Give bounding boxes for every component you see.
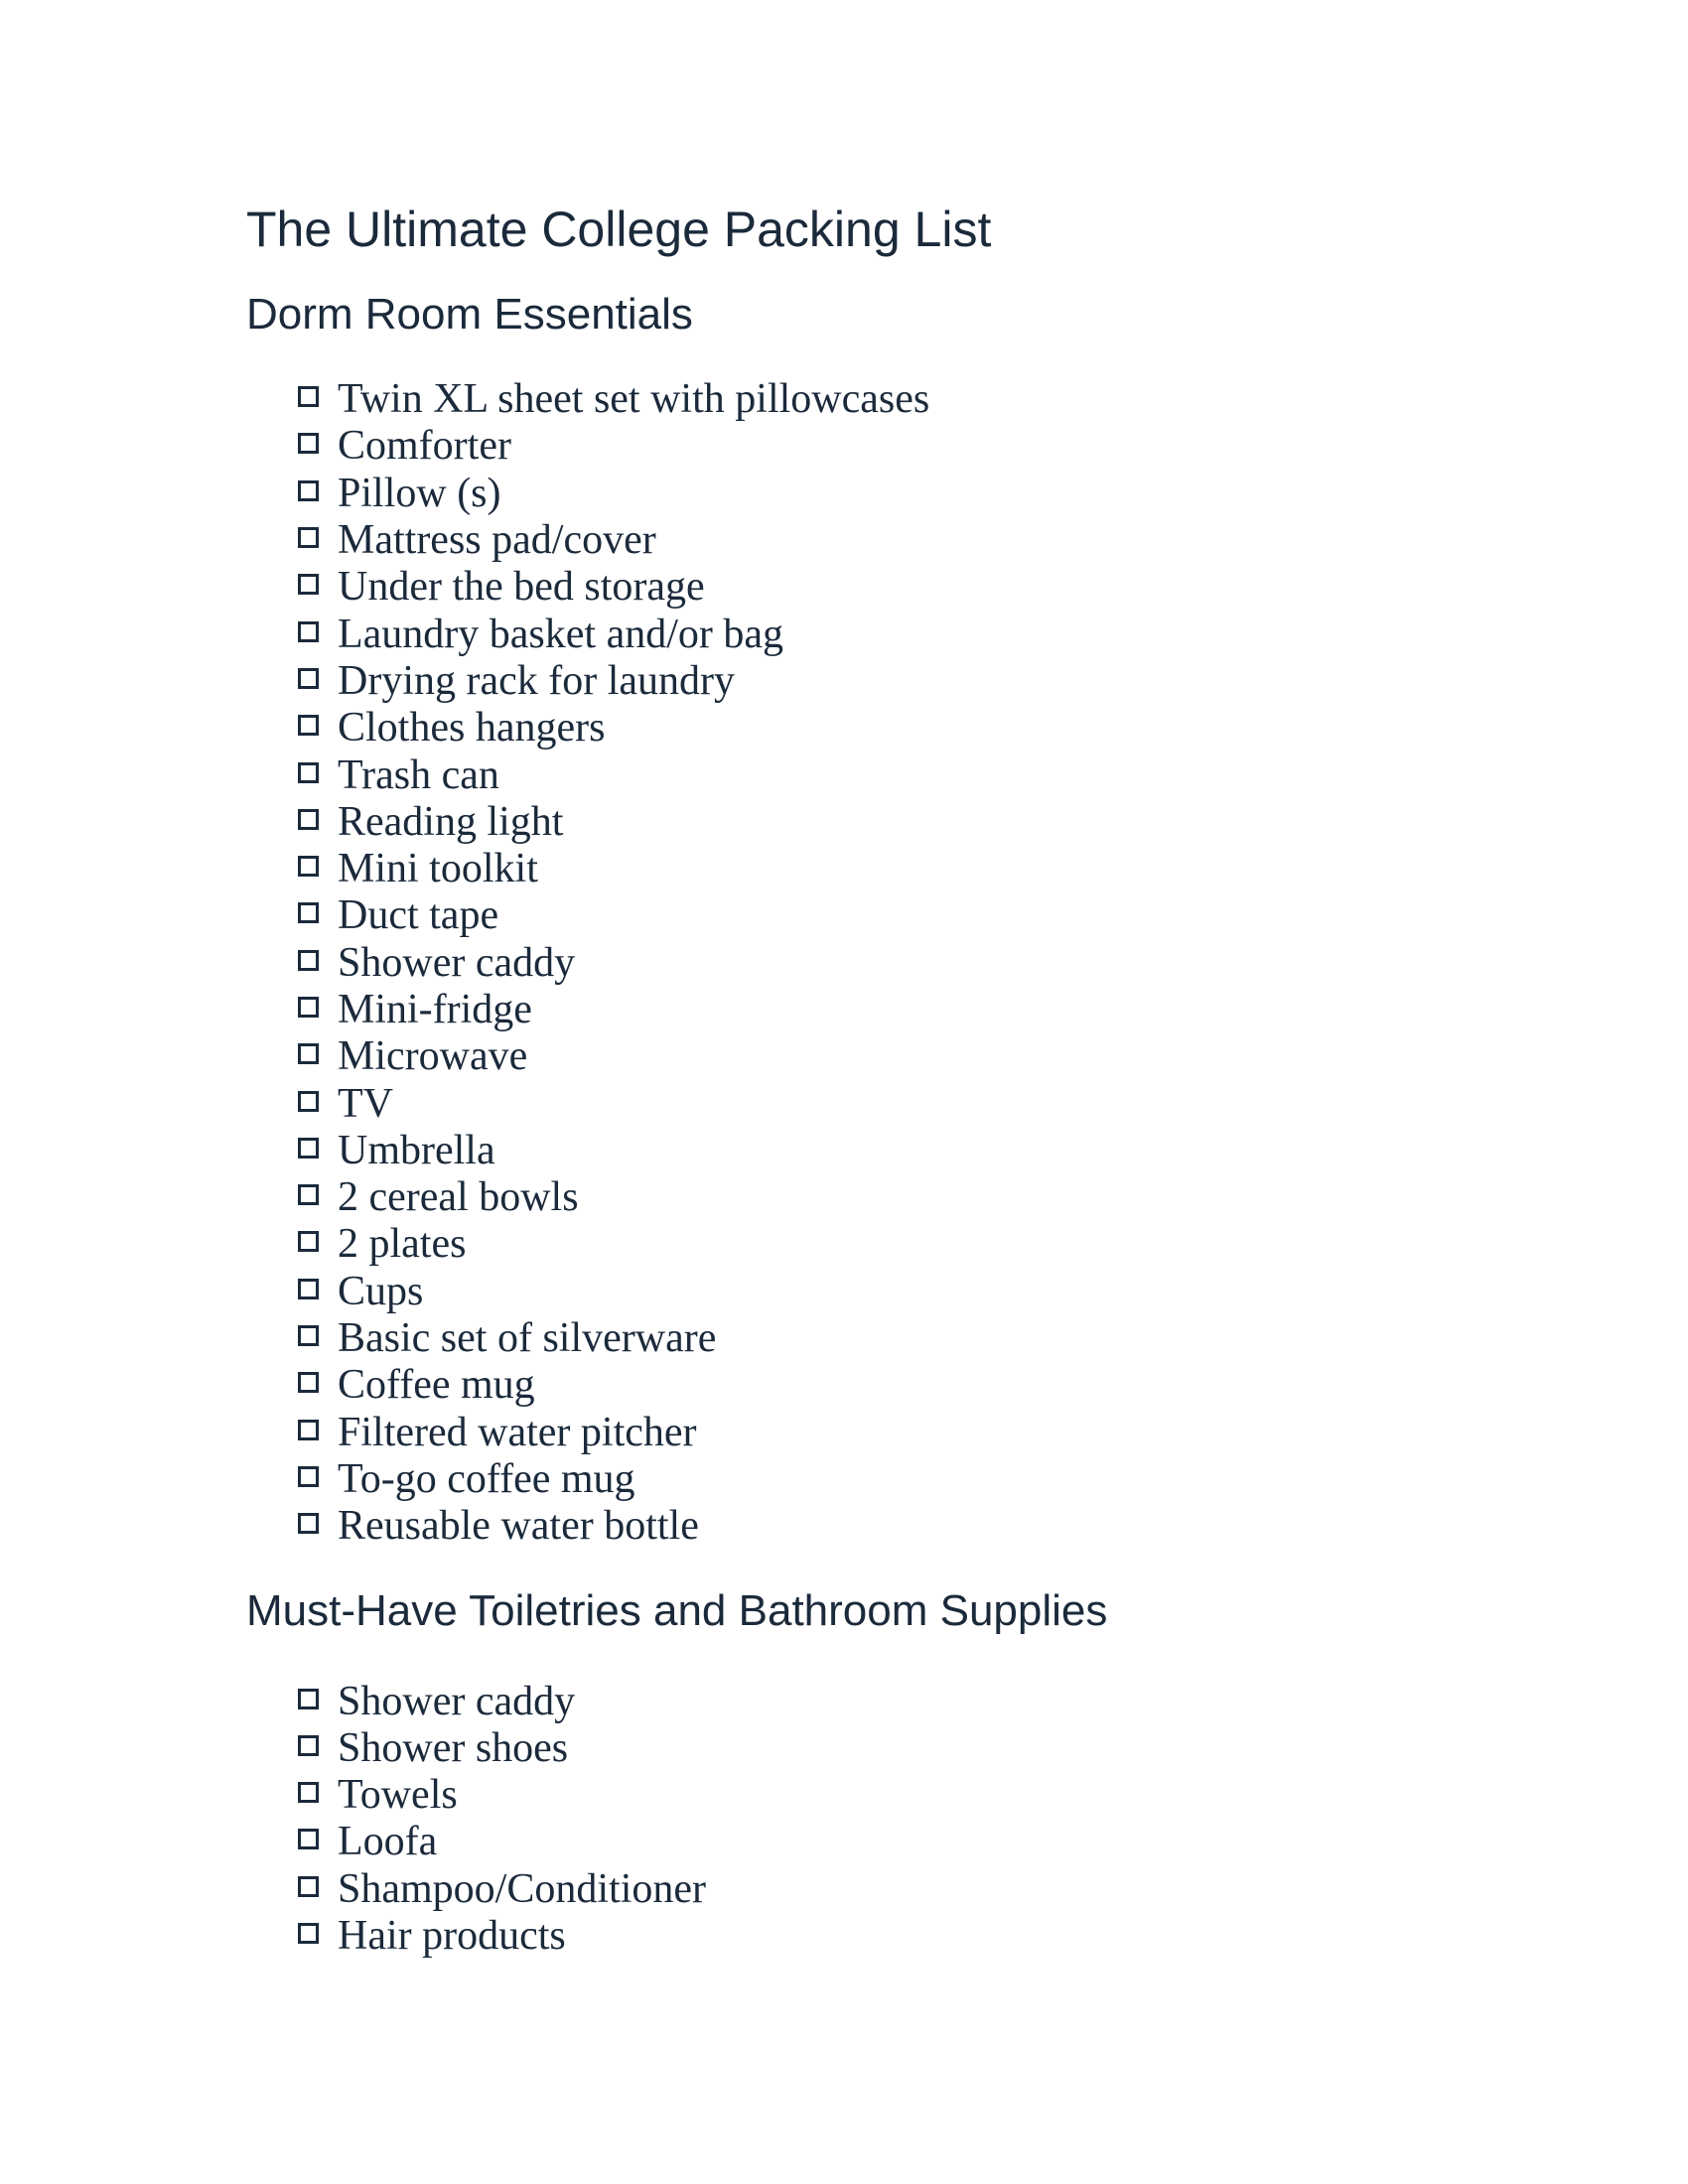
- checklist-item[interactable]: [298, 423, 1537, 470]
- checkbox[interactable]: [298, 997, 319, 1018]
- checklist-item-label: Clothes hangers: [338, 705, 606, 751]
- checkbox[interactable]: [298, 1184, 319, 1205]
- checkbox[interactable]: [298, 1138, 319, 1159]
- checklist-item[interactable]: [298, 564, 1537, 611]
- checklist-item-label: Pillow (s): [338, 470, 501, 516]
- checkbox[interactable]: [298, 621, 319, 642]
- checkbox[interactable]: [298, 1829, 319, 1849]
- checklist-item-label: Twin XL sheet set with pillowcases: [338, 376, 930, 423]
- checklist-item[interactable]: [298, 471, 1537, 517]
- checklist-item[interactable]: [298, 1456, 1537, 1503]
- checkbox[interactable]: [298, 1279, 319, 1299]
- checkbox[interactable]: [298, 1689, 319, 1709]
- checklist-item-label: Shampoo/Conditioner: [338, 1865, 706, 1912]
- checklist-item-label: Under the bed storage: [338, 564, 705, 611]
- checklist-item[interactable]: [298, 658, 1537, 705]
- checklist-item-label: 2 cereal bowls: [338, 1174, 579, 1221]
- checkbox[interactable]: [298, 1466, 319, 1487]
- checkbox[interactable]: [298, 480, 319, 501]
- checklist-item[interactable]: [298, 799, 1537, 846]
- checkbox[interactable]: [298, 1231, 319, 1252]
- checklist-item[interactable]: [298, 1819, 1537, 1865]
- checklist-item-label: Umbrella: [338, 1127, 495, 1173]
- document-title: The Ultimate College Packing List: [246, 202, 992, 257]
- checklist-item-label: Basic set of silverware: [338, 1315, 717, 1362]
- checklist-item[interactable]: [298, 940, 1537, 987]
- checklist-item[interactable]: [298, 1410, 1537, 1456]
- checkbox[interactable]: [298, 902, 319, 923]
- checkbox[interactable]: [298, 386, 319, 407]
- checklist-item[interactable]: [298, 1221, 1537, 1268]
- checkbox[interactable]: [298, 1420, 319, 1440]
- checklist-item-label: Shower caddy: [338, 939, 576, 986]
- checklist-item[interactable]: [298, 846, 1537, 892]
- checklist-item-label: TV: [338, 1080, 393, 1127]
- checklist-toiletries-and-bathroom-supplies: [246, 1678, 1537, 1960]
- checklist-item[interactable]: [298, 751, 1537, 798]
- document-page: [246, 195, 1537, 1960]
- checkbox[interactable]: [298, 1043, 319, 1064]
- checkbox[interactable]: [298, 762, 319, 783]
- checkbox[interactable]: [298, 1513, 319, 1534]
- checklist-item[interactable]: [298, 892, 1537, 939]
- checklist-item[interactable]: [298, 1362, 1537, 1409]
- checklist-item[interactable]: [298, 987, 1537, 1033]
- checklist-item[interactable]: [298, 1866, 1537, 1913]
- checklist-item-label: Mini-fridge: [338, 987, 532, 1032]
- checklist-item[interactable]: [298, 1772, 1537, 1819]
- checklist-item[interactable]: [298, 1503, 1537, 1550]
- checkbox[interactable]: [298, 574, 319, 595]
- checklist-item-label: Cups: [338, 1268, 424, 1314]
- checklist-item-label: Reusable water bottle: [338, 1503, 699, 1550]
- checklist-item-label: 2 plates: [338, 1221, 467, 1268]
- checklist-item-label: Duct tape: [338, 892, 499, 939]
- checklist-item[interactable]: [298, 1033, 1537, 1080]
- checkbox[interactable]: [298, 527, 319, 548]
- checkbox[interactable]: [298, 1372, 319, 1393]
- checkbox[interactable]: [298, 950, 319, 971]
- checklist-item[interactable]: [298, 705, 1537, 751]
- checklist-item-label: To-go coffee mug: [338, 1455, 635, 1502]
- checkbox[interactable]: [298, 433, 319, 454]
- checklist-item[interactable]: [298, 517, 1537, 564]
- checklist-item[interactable]: [298, 1678, 1537, 1724]
- checkbox[interactable]: [298, 1876, 319, 1897]
- checklist-item-label: Laundry basket and/or bag: [338, 611, 784, 657]
- checklist-item[interactable]: [298, 1725, 1537, 1772]
- section-heading-toiletries-and-bathroom-supplies: Must-Have Toiletries and Bathroom Supplies: [246, 1586, 1108, 1636]
- checklist-item-label: Filtered water pitcher: [338, 1409, 697, 1455]
- checklist-item[interactable]: [298, 1315, 1537, 1362]
- checklist-item[interactable]: [298, 1080, 1537, 1127]
- checklist-item-label: Loofa: [338, 1819, 438, 1865]
- checkbox[interactable]: [298, 1325, 319, 1346]
- checklist-dorm-room-essentials: [246, 376, 1537, 1550]
- checklist-item-label: Towels: [338, 1772, 458, 1819]
- checkbox[interactable]: [298, 1923, 319, 1944]
- checklist-item-label: Drying rack for laundry: [338, 657, 736, 704]
- checklist-item-label: Shower caddy: [338, 1678, 576, 1724]
- checkbox[interactable]: [298, 1735, 319, 1756]
- checklist-item-label: Microwave: [338, 1033, 528, 1080]
- checklist-item[interactable]: [298, 1269, 1537, 1315]
- checklist-item[interactable]: [298, 1913, 1537, 1960]
- checklist-item-label: Trash can: [338, 751, 499, 798]
- checkbox[interactable]: [298, 1782, 319, 1803]
- checklist-item-label: Hair products: [338, 1913, 566, 1960]
- checkbox[interactable]: [298, 668, 319, 689]
- checklist-item-label: Coffee mug: [338, 1362, 535, 1409]
- checkbox[interactable]: [298, 809, 319, 830]
- checkbox[interactable]: [298, 1091, 319, 1112]
- checklist-item-label: Shower shoes: [338, 1724, 569, 1771]
- checklist-item-label: Reading light: [338, 798, 564, 845]
- checklist-item[interactable]: [298, 376, 1537, 423]
- checklist-item-label: Mattress pad/cover: [338, 517, 656, 564]
- checklist-item[interactable]: [298, 1174, 1537, 1221]
- checkbox[interactable]: [298, 715, 319, 736]
- section-heading-dorm-room-essentials: Dorm Room Essentials: [246, 290, 693, 339]
- checklist-item[interactable]: [298, 1128, 1537, 1174]
- checkbox[interactable]: [298, 856, 319, 877]
- checklist-item-label: Mini toolkit: [338, 846, 538, 892]
- checklist-item-label: Comforter: [338, 423, 511, 470]
- checklist-item[interactable]: [298, 611, 1537, 657]
